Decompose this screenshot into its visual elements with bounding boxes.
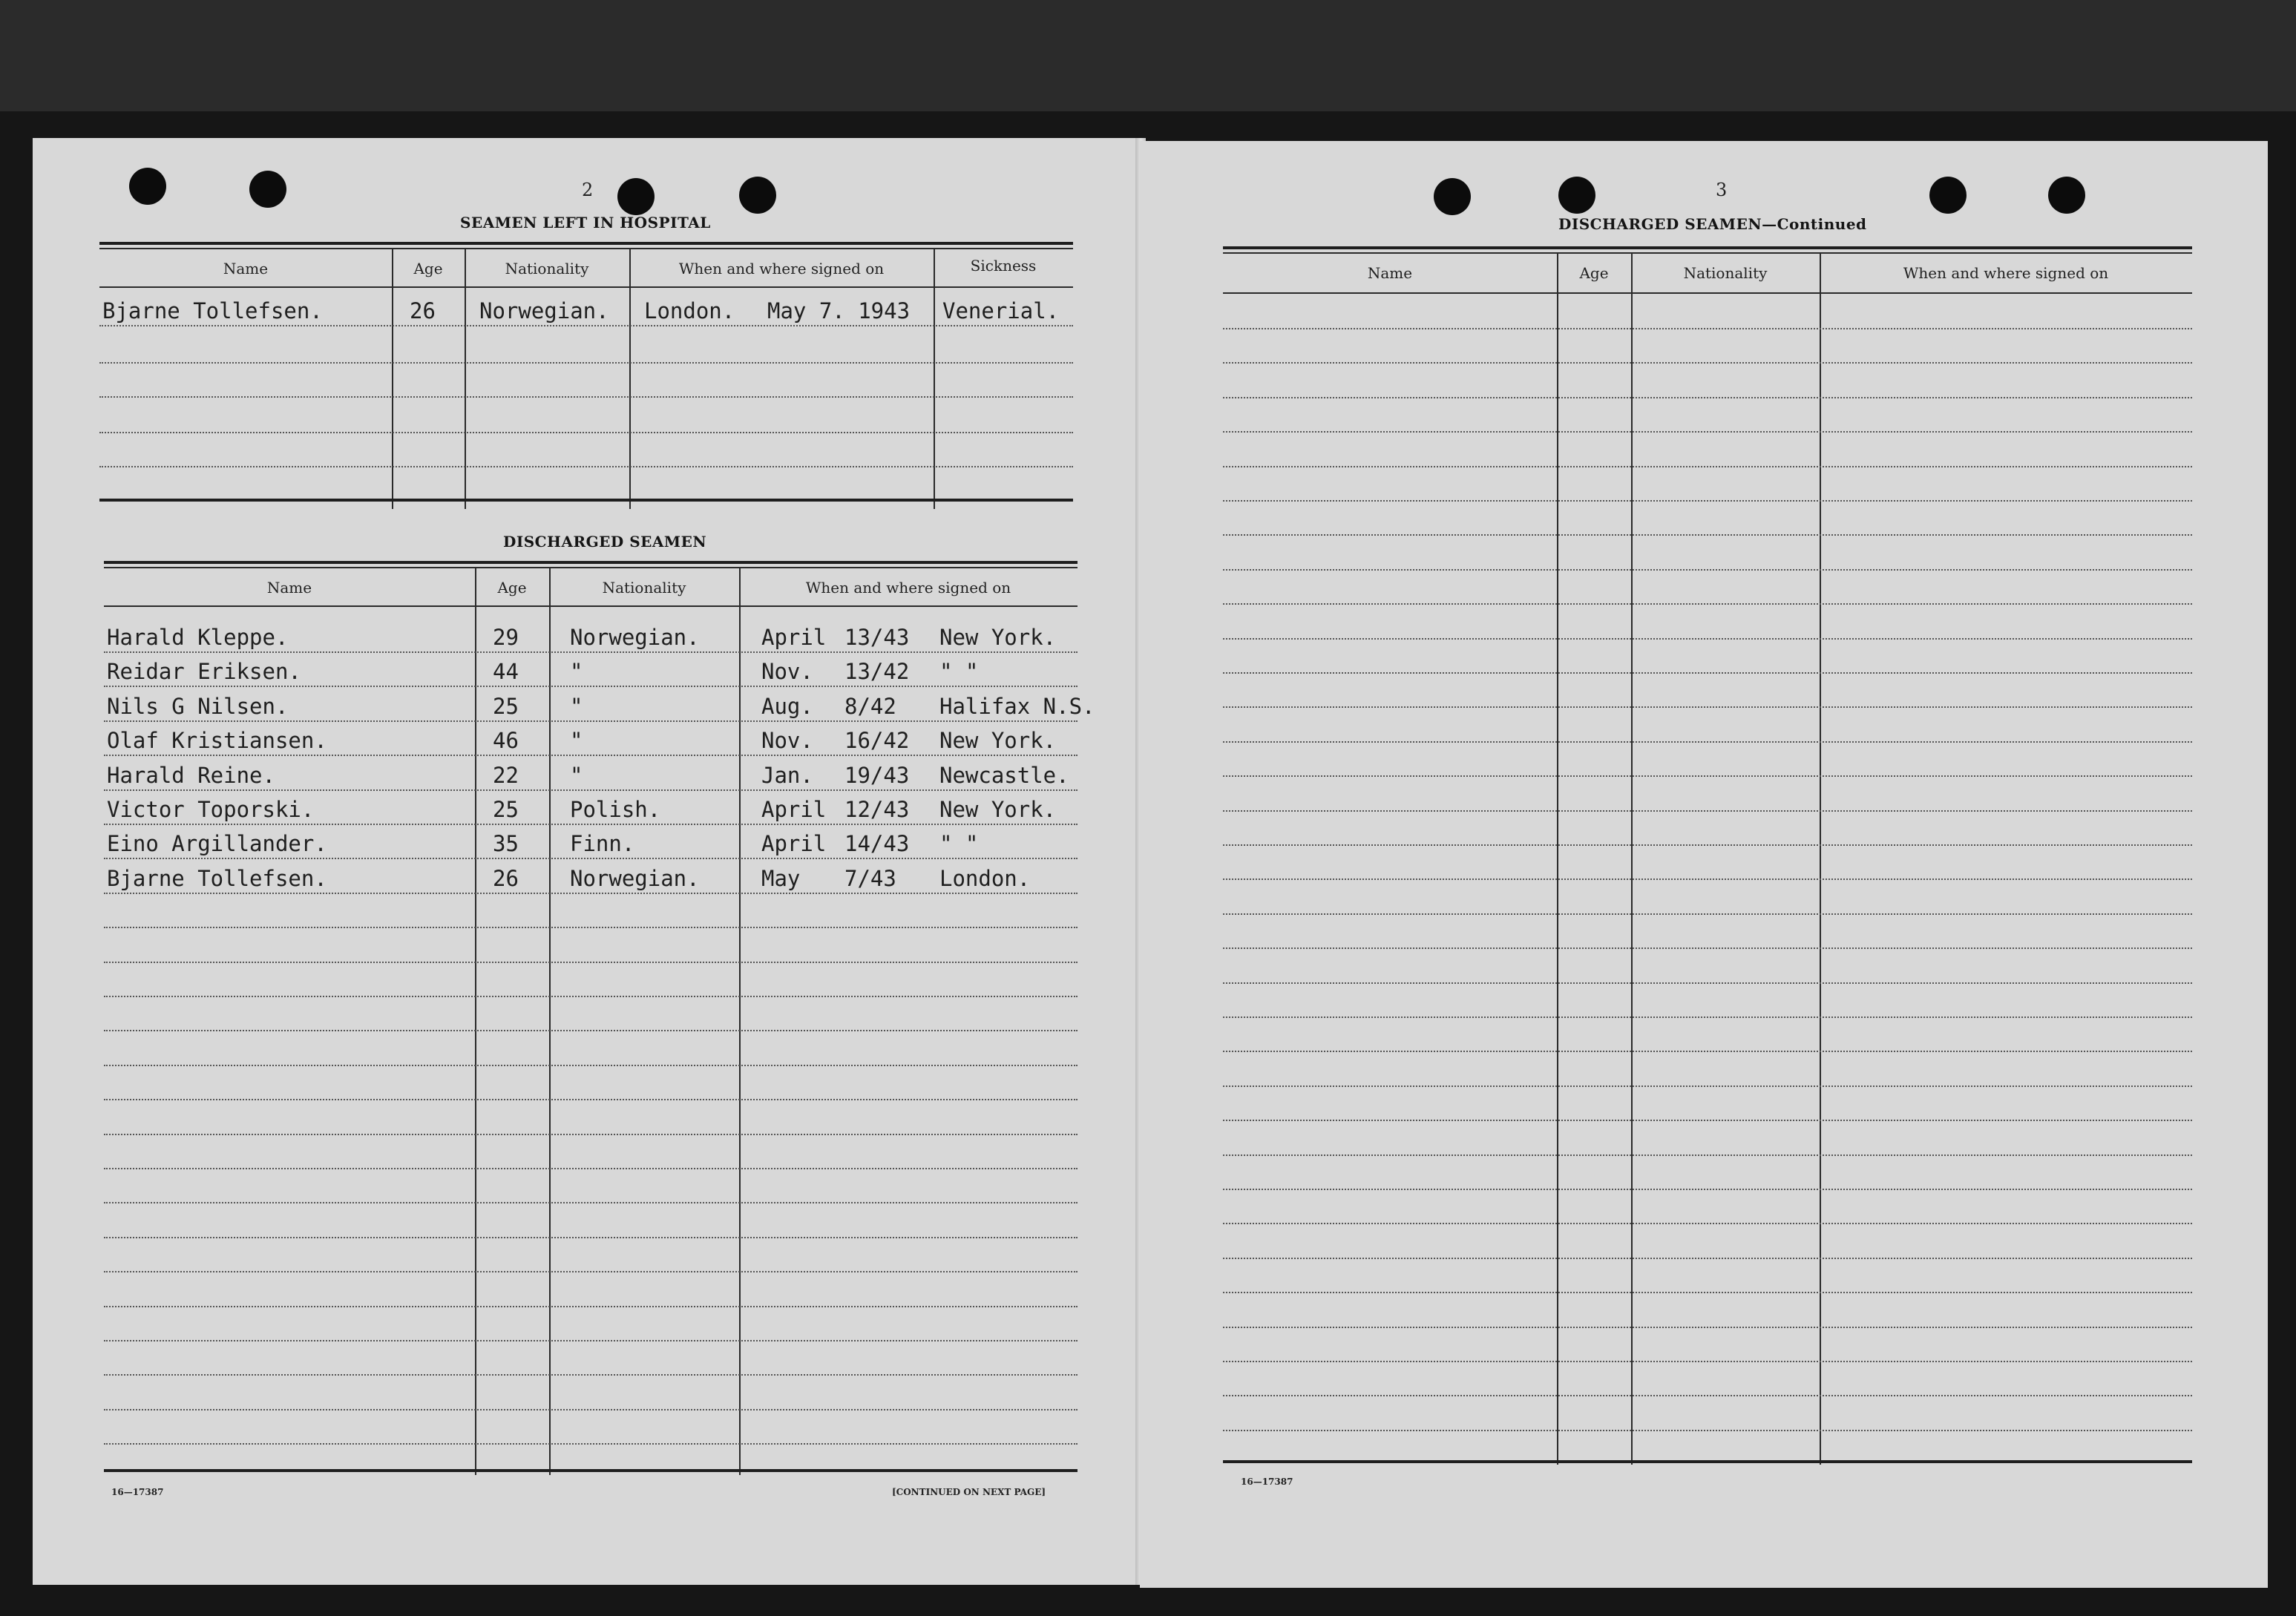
punch-hole [249,171,286,208]
seaman-age: 22 [493,762,519,788]
signed-place: Halifax N.S. [939,693,1095,719]
signed-place: London. [644,298,735,323]
signed-day: 16/42 [844,728,910,754]
punch-hole [1434,178,1471,215]
seaman-nationality: " [570,762,583,788]
col-header-name: Name [1367,264,1413,282]
seaman-name: Harald Reine. [107,762,275,788]
signed-place: New York. [939,728,1057,754]
col-header-age: Age [1579,264,1609,282]
signed-day: 14/43 [844,831,910,857]
col-header-age: Age [413,260,443,277]
seaman-age: 46 [493,728,519,754]
punch-hole [739,177,776,214]
punch-hole [129,168,166,205]
punch-hole [1929,177,1967,214]
signed-month: Jan. [761,762,813,788]
hospital-table [99,242,1073,509]
discharged-section-title: DISCHARGED SEAMEN [503,533,707,551]
signed-day: 13/42 [844,659,910,685]
seaman-name: Bjarne Tollefsen. [102,298,323,323]
signed-place: London. [939,865,1031,891]
sickness: Venerial. [942,298,1060,323]
signed-place: " " [939,659,979,685]
punch-hole [617,178,655,215]
signed-date: May 7. 1943 [767,298,911,323]
signed-place: " " [939,831,979,857]
discharged-continued-table [1223,246,2192,1469]
seaman-age: 26 [493,865,519,891]
right-page [1140,141,2268,1588]
signed-day: 19/43 [844,762,910,788]
signed-day: 7/43 [844,865,896,891]
continued-note: [CONTINUED ON NEXT PAGE] [892,1487,1046,1497]
seaman-nationality: Norwegian. [570,865,700,891]
signed-place: New York. [939,797,1057,822]
col-header-nationality: Nationality [505,260,589,277]
seaman-nationality: Polish. [570,797,661,822]
page-number: 3 [1716,180,1728,200]
form-number: 16—17387 [1241,1477,1293,1487]
seaman-name: Bjarne Tollefsen. [107,865,327,891]
seaman-age: 25 [493,693,519,719]
signed-month: April [761,831,827,857]
col-header-sickness: Sickness [970,257,1037,275]
signed-day: 8/42 [844,693,896,719]
seaman-nationality: " [570,659,583,685]
discharged-table [104,561,1095,1475]
seaman-nationality: Norwegian. [570,625,700,650]
seaman-age: 29 [493,625,519,650]
signed-month: April [761,797,827,822]
scanner-top-margin [0,0,2296,111]
signed-day: 12/43 [844,797,910,822]
seaman-name: Harald Kleppe. [107,625,289,650]
left-page [33,138,1140,1585]
seaman-nationality: Norwegian. [479,298,609,323]
signed-month: May [761,865,801,891]
col-header-nationality: Nationality [1683,264,1768,282]
seaman-name: Eino Argillander. [107,831,327,857]
seaman-name: Olaf Kristiansen. [107,728,327,754]
seaman-age: 26 [410,298,436,323]
col-header-nationality: Nationality [602,579,686,597]
punch-hole [2048,177,2085,214]
col-header-signed-on: When and where signed on [678,260,885,277]
signed-month: Aug. [761,693,813,719]
punch-hole [1558,177,1595,214]
seaman-name: Victor Toporski. [107,797,315,822]
signed-day: 13/43 [844,625,910,650]
signed-month: April [761,625,827,650]
seaman-age: 35 [493,831,519,857]
seaman-age: 44 [493,659,519,685]
seaman-nationality: Finn. [570,831,635,857]
col-header-name: Name [266,579,312,597]
signed-place: Newcastle. [939,762,1069,788]
seaman-name: Nils G Nilsen. [107,693,289,719]
seaman-name: Reidar Eriksen. [107,659,301,685]
signed-month: Nov. [761,659,813,685]
signed-place: New York. [939,625,1057,650]
seaman-age: 25 [493,797,519,822]
col-header-signed-on: When and where signed on [805,579,1011,597]
discharged-continued-title: DISCHARGED SEAMEN—Continued [1558,215,1867,233]
page-number: 2 [582,180,594,200]
hospital-section-title: SEAMEN LEFT IN HOSPITAL [460,214,711,231]
form-number: 16—17387 [111,1487,164,1497]
col-header-signed-on: When and where signed on [1903,264,2109,282]
col-header-name: Name [223,260,269,277]
seaman-nationality: " [570,693,583,719]
seaman-nationality: " [570,728,583,754]
col-header-age: Age [497,579,527,597]
signed-month: Nov. [761,728,813,754]
